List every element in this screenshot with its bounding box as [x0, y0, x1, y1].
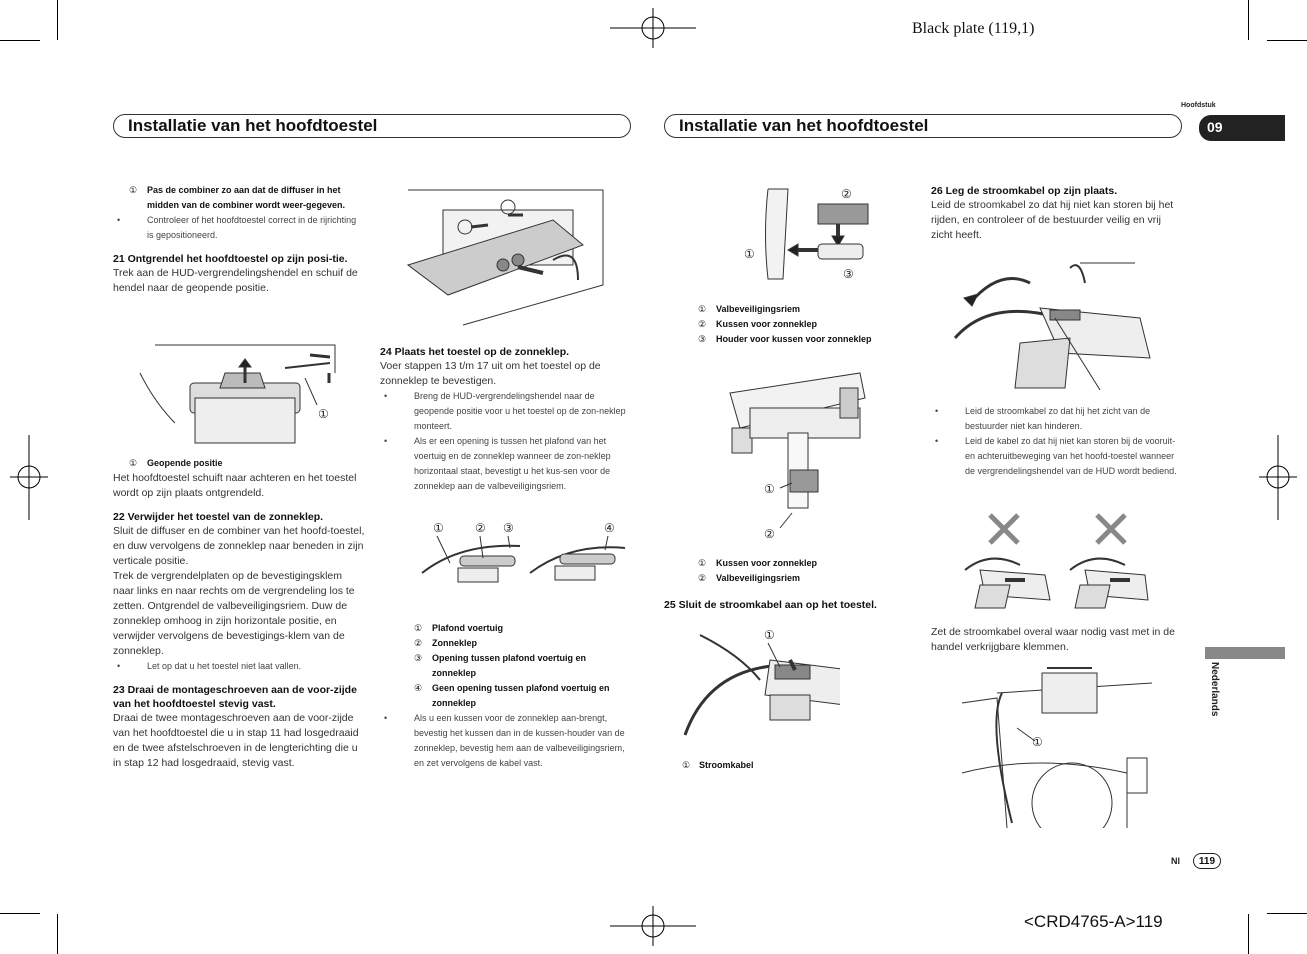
figure-callout: ①: [433, 521, 444, 535]
figure-cable-routing: [950, 258, 1160, 393]
figure-callout: ④: [604, 521, 615, 535]
bullet-item: • Als u een kussen voor de zonneklep aan-brengt, bevestig het kussen dan in de kussen-houder van de zonneklep, bevestig hem aan de valbeveiligingsriem, en zet vervolgens de kabel vast.: [380, 711, 632, 771]
paragraph: Zet de stroomkabel overal waar nodig vast met in de handel verkrijgbare klemmen.: [931, 626, 1175, 653]
figure-sunvisor-cushion: [720, 358, 880, 543]
list-item: ① Plafond voertuig: [414, 623, 504, 633]
figure-callout: ②: [475, 521, 486, 535]
column-3c: [664, 758, 916, 773]
section-title: Installatie van het hoofdtoestel: [679, 116, 929, 135]
column-4: [931, 184, 1183, 243]
caption: ① Geopende positie: [129, 458, 223, 468]
list-item: ① Pas de combiner zo aan dat de diffuser in het midden van de combiner wordt weer-gegeven.: [129, 185, 346, 210]
column-2: [380, 345, 632, 494]
list-item: ② Valbeveiligingsriem: [698, 573, 801, 583]
figure-wrong-routing: [960, 510, 1150, 610]
figure-dashboard-cable: [957, 663, 1152, 828]
paragraph: Trek de vergrendelplaten op de bevestigingsklem naar links en naar rechts om de vergrendeling los te zetten. Ontgrendel de valbeveiligingsriem. Duw de zonneklep omhoog in zijn horizontale positie, en verwijder vervolgens de bevestigings-klem van de zonneklep.: [113, 570, 355, 657]
column-4b: [931, 404, 1183, 479]
list-item: ② Kussen voor zonneklep: [698, 319, 818, 329]
paragraph: Voer stappen 13 t/m 17 uit om het toestel op de zonneklep te bevestigen.: [380, 360, 601, 387]
step-heading: 22 Verwijder het toestel van de zonneklep.: [113, 511, 324, 523]
figure-callout: ①: [764, 482, 775, 496]
language-tab: [1205, 647, 1285, 659]
figure-callout: ①: [1032, 735, 1043, 749]
figure-callout: ①: [318, 407, 329, 421]
step-heading: 25 Sluit de stroomkabel aan op het toestel.: [664, 599, 877, 611]
list-item: ② Zonneklep: [414, 638, 478, 648]
chapter-label: Hoofdstuk: [1181, 102, 1216, 109]
paragraph: Draai de twee montageschroeven aan de voor-zijde van het hoofdtoestel die u in stap 11 had losgedraaid en de twee afstelschroeven in de lengterichting die u in stap 12 had losgedraaid, stevig vast.: [113, 712, 359, 769]
column-4c: [931, 625, 1183, 655]
column-2b: [380, 621, 632, 771]
figure-callout: ②: [841, 187, 852, 201]
section-title: Installatie van het hoofdtoestel: [128, 116, 378, 135]
plate-label: Black plate (119,1): [912, 20, 1035, 37]
figure-callout: ①: [744, 247, 755, 261]
paragraph: Sluit de diffuser en de combiner van het hoofd-toestel, en duw vervolgens de zonneklep naar beneden in zijn verticale positie.: [113, 525, 365, 567]
figure-hud-unlock: [135, 343, 345, 448]
section-header-left: [113, 114, 631, 138]
figure-cushion-holder: [738, 184, 888, 284]
list-item: ③ Opening tussen plafond voertuig en zonneklep: [414, 653, 587, 678]
figure-callout: ③: [843, 267, 854, 281]
list-item: ① Kussen voor zonneklep: [698, 558, 818, 568]
step-heading: 24 Plaats het toestel op de zonneklep.: [380, 346, 570, 358]
step-heading: 23 Draai de montageschroeven aan de voor-zijde van het hoofdtoestel stevig vast.: [113, 684, 357, 710]
section-header-right: [664, 114, 1182, 138]
bullet-item: • Leid de kabel zo dat hij niet kan storen bij de vooruit- en achteruitbeweging van het hoofd-toestel wanneer de vergrendelingshendel van de HUD wordt bediend.: [931, 434, 1183, 479]
figure-sunvisor-gap: [420, 518, 630, 608]
list-item: ④ Geen opening tussen plafond voertuig en zonneklep: [414, 683, 610, 708]
paragraph: Leid de stroomkabel zo dat hij niet kan storen bij het rijden, en controleer of de bestuurder veilig en vrij zicht heeft.: [931, 199, 1174, 241]
footer-code: <CRD4765-A>119: [1024, 912, 1163, 931]
paragraph: Het hoofdtoestel schuift naar achteren en het toestel wordt op zijn plaats ontgrendeld.: [113, 472, 357, 499]
figure-callout: ②: [764, 527, 775, 541]
bullet-item: • Breng de HUD-vergrendelingshendel naar de geopende positie voor u het toestel op de zon-neklep monteert.: [380, 389, 632, 434]
column-1b: [113, 456, 365, 771]
chapter-number: 09: [1207, 119, 1223, 135]
bullet-item: • Let op dat u het toestel niet laat vallen.: [113, 659, 365, 674]
step-heading: 26 Leg de stroomkabel op zijn plaats.: [931, 185, 1118, 197]
bullet-item: • Leid de stroomkabel zo dat hij het zicht van de bestuurder niet kan hinderen.: [931, 404, 1183, 434]
figure-callout: ③: [503, 521, 514, 535]
bullet-item: • Controleer of het hoofdtoestel correct in de rijrichting is gepositioneerd.: [113, 213, 365, 243]
figure-callout: ①: [764, 628, 775, 642]
chapter-tab: [1199, 115, 1285, 141]
list-item: ③ Houder voor kussen voor zonneklep: [698, 334, 872, 344]
paragraph: Trek aan de HUD-vergrendelingshendel en schuif de hendel naar de geopende positie.: [113, 267, 358, 294]
column-3: [664, 302, 916, 347]
language-label: Nederlands: [1209, 662, 1220, 717]
figure-mounting-screws: [403, 185, 608, 327]
column-3b: [664, 556, 916, 612]
step-heading: 21 Ontgrendel het hoofdtoestel op zijn posi-tie.: [113, 253, 348, 265]
caption: ① Stroomkabel: [682, 760, 754, 770]
bullet-item: • Als er een opening is tussen het plafond van het voertuig en de zonneklep wanneer de zon-neklep horizontaal staat, bevestigt u het kus-sen voor de zonneklep aan de valbeveiligingsriem.: [380, 434, 632, 494]
page-number: 119: [1193, 853, 1221, 869]
list-item: ① Valbeveiligingsriem: [698, 304, 801, 314]
page-language: Nl: [1171, 856, 1180, 866]
figure-power-cable: [680, 625, 840, 745]
column-1: [113, 183, 365, 296]
